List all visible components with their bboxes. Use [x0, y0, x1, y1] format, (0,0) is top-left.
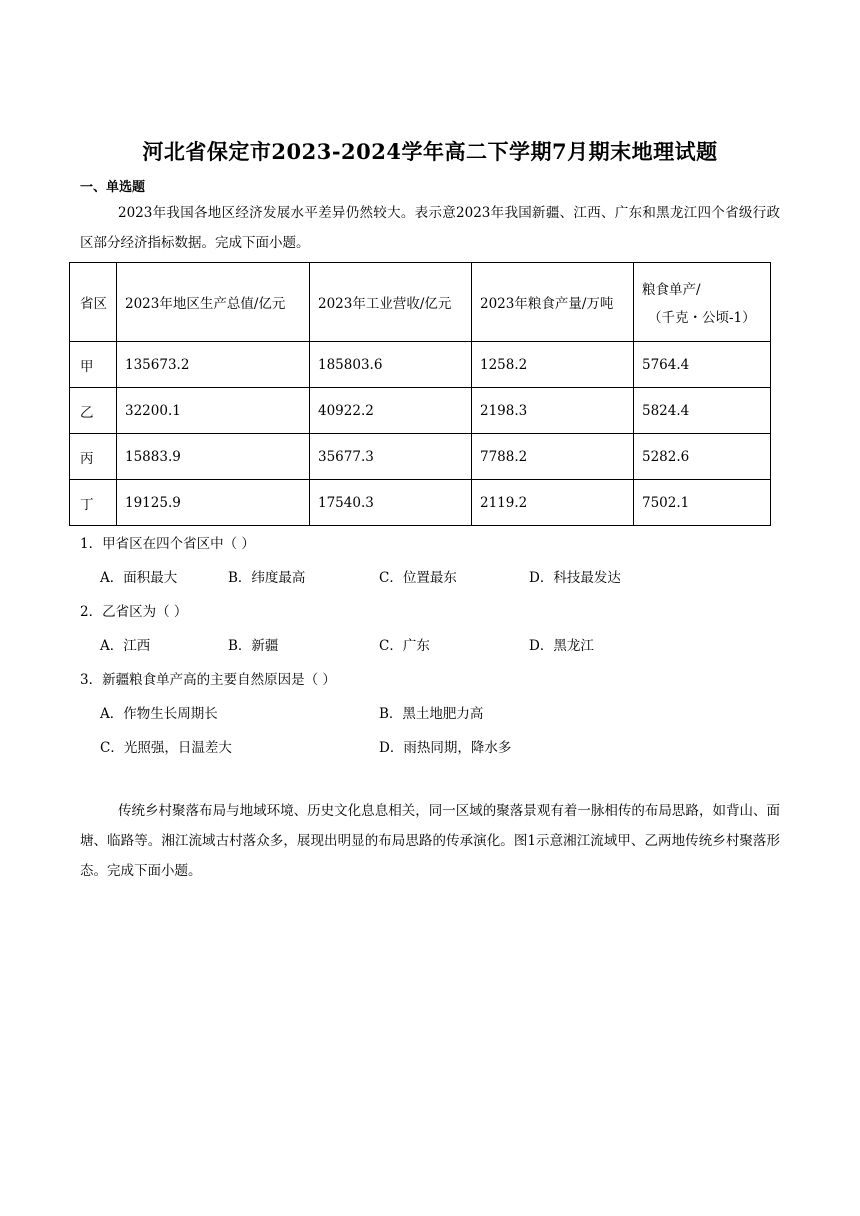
question-2-option-c[interactable]: C．广东: [379, 638, 430, 654]
passage-paragraph: 传统乡村聚落布局与地域环境、历史文化息息相关，同一区域的聚落景观有着一脉相传的布局思路，如背山、面塘、临路等。湘江流域古村落众多，展现出明显的布局思路的传承演化。图1示意湘江流域甲、乙两地传统乡村聚落形态。完成下面小题。: [80, 803, 780, 879]
header-cell: 2023年地区生产总值/亿元: [117, 263, 310, 342]
table-cell: 35677.3: [310, 434, 472, 480]
question-2-option-a[interactable]: A．江西: [100, 638, 151, 654]
table-cell: 185803.6: [310, 342, 472, 388]
page-title: 河北省保定市2023-2024学年高二下学期7月期末地理试题: [142, 139, 718, 164]
table-cell: 5282.6: [634, 434, 771, 480]
question-1-option-a[interactable]: A．面积最大: [100, 570, 178, 586]
table-row: [70, 480, 771, 526]
table-cell: 32200.1: [117, 388, 310, 434]
table-cell: 19125.9: [117, 480, 310, 526]
table-cell: 5764.4: [634, 342, 771, 388]
question-2-option-b[interactable]: B．新疆: [228, 638, 279, 654]
data-table: [69, 262, 771, 526]
table-cell: 乙: [70, 388, 117, 434]
header-cell: 省区: [70, 263, 117, 342]
table-cell: 135673.2: [117, 342, 310, 388]
table-header-row: [70, 263, 771, 342]
table-cell: 丁: [70, 480, 117, 526]
header-cell: 2023年工业营收/亿元: [310, 263, 472, 342]
table-cell: 7502.1: [634, 480, 771, 526]
table-cell: 17540.3: [310, 480, 472, 526]
table-cell: 1258.2: [472, 342, 634, 388]
question-2-option-d[interactable]: D．黑龙江: [529, 638, 594, 654]
header-cell-line: （千克・公顷-1）: [648, 310, 756, 326]
question-3-option-d[interactable]: D．雨热同期，降水多: [379, 740, 512, 756]
table-cell: 丙: [70, 434, 117, 480]
question-1-stem: 1．甲省区在四个省区中（ ）: [80, 536, 255, 552]
header-cell: [634, 263, 771, 342]
table-cell: 2119.2: [472, 480, 634, 526]
table-row: [70, 434, 771, 480]
question-1-option-b[interactable]: B．纬度最高: [228, 570, 306, 586]
question-1-option-c[interactable]: C．位置最东: [379, 570, 457, 586]
question-3-option-b[interactable]: B．黑土地肥力高: [379, 706, 484, 722]
question-3-option-c[interactable]: C．光照强，日温差大: [100, 740, 232, 756]
table-row: [70, 342, 771, 388]
table-cell: 7788.2: [472, 434, 634, 480]
table-cell: 甲: [70, 342, 117, 388]
question-1-option-d[interactable]: D．科技最发达: [529, 570, 621, 586]
intro-paragraph: 2023年我国各地区经济发展水平差异仍然较大。表示意2023年我国新疆、江西、广东和黑龙江四个省级行政区部分经济指标数据。完成下面小题。: [80, 205, 780, 251]
table-cell: 5824.4: [634, 388, 771, 434]
header-cell: 2023年粮食产量/万吨: [472, 263, 634, 342]
question-3-option-a[interactable]: A．作物生长周期长: [100, 706, 218, 722]
table-row: [70, 388, 771, 434]
section-heading: 一、单选题: [80, 180, 146, 195]
question-2-stem: 2．乙省区为（ ）: [80, 604, 188, 620]
table-cell: 2198.3: [472, 388, 634, 434]
table-cell: 15883.9: [117, 434, 310, 480]
header-cell-line: 粮食单产/: [642, 282, 701, 298]
table-cell: 40922.2: [310, 388, 472, 434]
question-3-stem: 3．新疆粮食单产高的主要自然原因是（ ）: [80, 672, 336, 688]
